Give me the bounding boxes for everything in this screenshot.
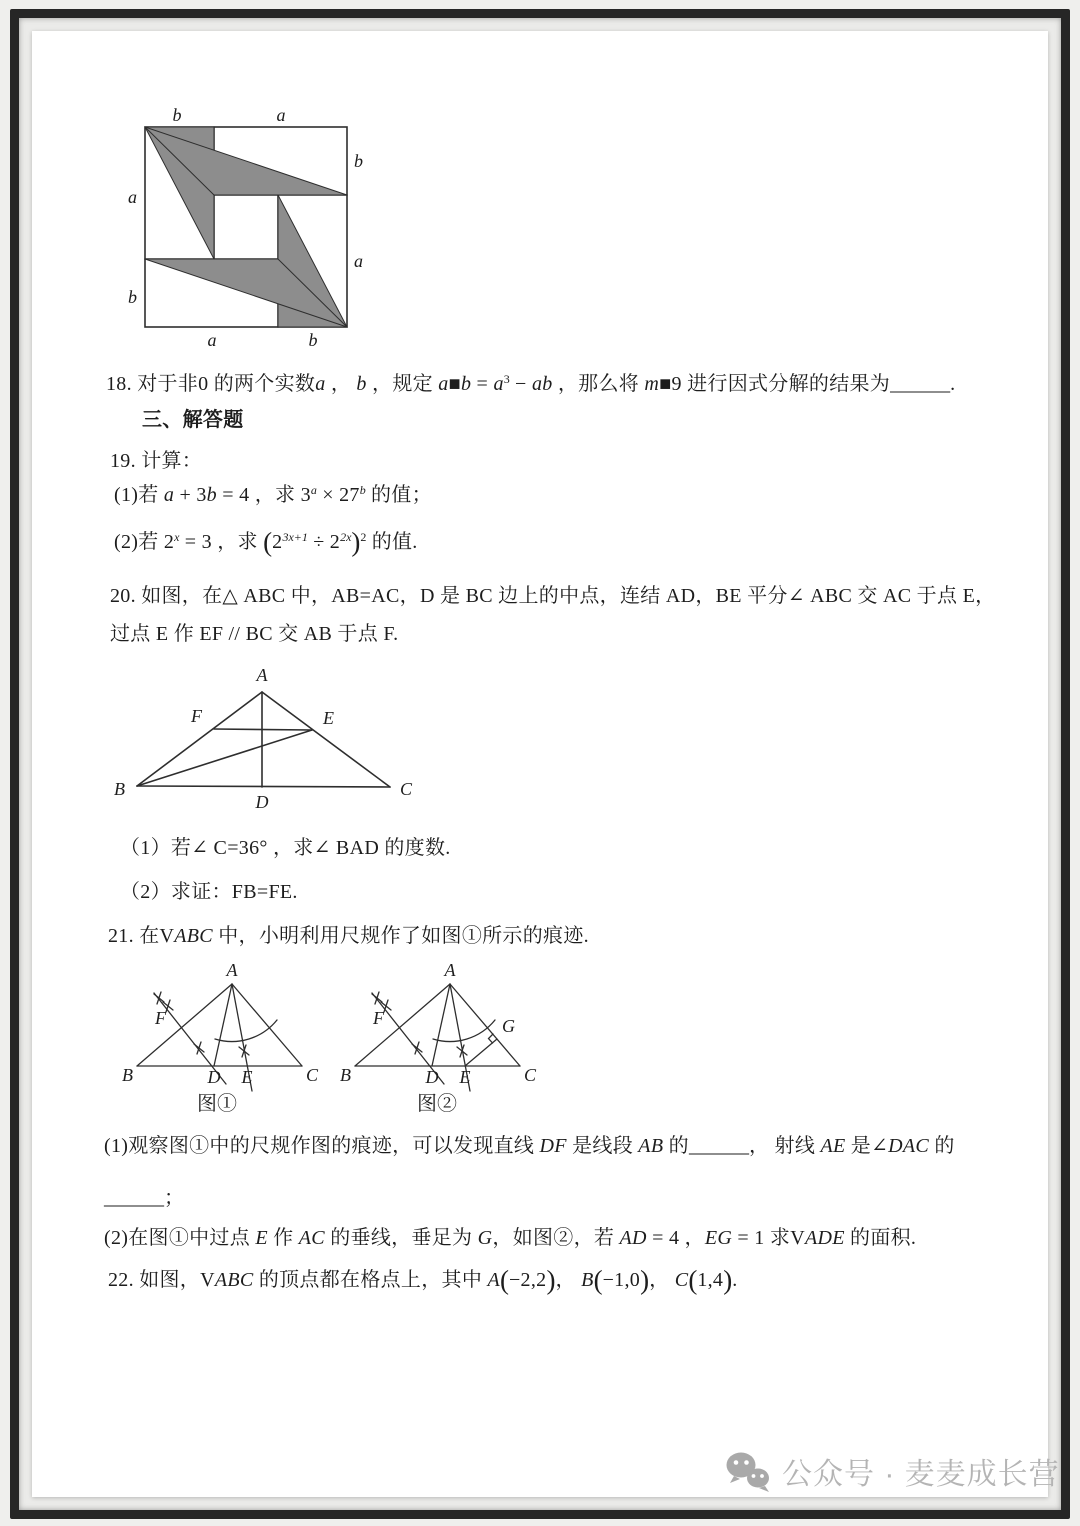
fig2-label-A: A	[444, 960, 456, 980]
pinwheel-shaded-triangles	[145, 127, 347, 327]
label-right-a: a	[354, 251, 363, 271]
vertex-label-B: B	[114, 779, 125, 799]
vertex-label-A: A	[256, 665, 268, 685]
fig1-caption: 图①	[197, 1093, 237, 1115]
pinwheel-square-figure	[117, 105, 377, 351]
q20-text-line1: 20. 如图，在△ ABC 中，AB=AC，D 是 BC 边上的中点，连结 AD，BE 平分∠ ABC 交 AC 于点 E，	[110, 585, 996, 607]
fig1-label-D: D	[207, 1067, 221, 1087]
vertex-label-C: C	[400, 779, 413, 799]
fig1-label-F: F	[155, 1008, 166, 1028]
wechat-icon	[724, 1449, 772, 1493]
q20-text-line2: 过点 E 作 EF // BC 交 AB 于点 F.	[110, 623, 399, 645]
vertex-label-D: D	[255, 792, 269, 812]
fig2-label-B: B	[340, 1065, 351, 1085]
vertex-label-E: E	[323, 708, 334, 728]
section-heading: 三、解答题	[142, 409, 244, 431]
label-bottom-a: a	[207, 330, 217, 350]
fig1-label-A: A	[226, 960, 238, 980]
construction-figure-2	[332, 960, 547, 1115]
label-left-b: b	[128, 287, 137, 307]
label-right-b: b	[354, 151, 363, 171]
q19-label: 19. 计算：	[110, 450, 203, 472]
q20-part2: （2）求证：FB=FE.	[120, 881, 298, 903]
construction-figure-1	[114, 960, 329, 1115]
q19-part2: (2)若 $2^x = 3$ ，求 $(2^{3x+1} \div 2^{2x})^2$ 的值.	[114, 527, 418, 557]
fig2-caption: 图②	[417, 1093, 457, 1115]
fig1-label-C: C	[306, 1065, 319, 1085]
fig1-label-B: B	[122, 1065, 133, 1085]
fig2-label-F: F	[373, 1008, 384, 1028]
label-left-a: a	[128, 187, 137, 207]
label-top-a: a	[276, 105, 286, 125]
vertex-label-F: F	[191, 706, 202, 726]
exam-page	[32, 31, 1060, 1497]
q21-part2: (2)在图①中过点 E 作 AC 的垂线，垂足为 G，如图②，若 AD = 4 ，EG = 1 求VADE 的面积.	[104, 1227, 917, 1249]
q20-part1: （1）若∠ C=36° ，求∠ BAD 的度数.	[120, 837, 451, 859]
q21-part1-line2: ______；	[104, 1187, 185, 1209]
watermark	[724, 1449, 1060, 1493]
label-top-b: b	[172, 105, 182, 125]
q21-part1-line1: (1)观察图①中的尺规作图的痕迹，可以发现直线 DF 是线段 AB 的______， 射线 AE 是∠DAC 的	[104, 1135, 955, 1157]
q19-part1: (1)若 a + 3b = 4 ，求 $3^a \times 27^b$ 的值；	[114, 483, 432, 506]
fig2-label-C: C	[524, 1065, 537, 1085]
fig2-label-E: E	[459, 1067, 471, 1087]
q22-text: 22. 如图，VABC 的顶点都在格点上，其中 A(−2,2)， B(−1,0)， C(1,4).	[108, 1265, 738, 1295]
q20-triangle-lines	[137, 692, 390, 787]
fig2-label-D: D	[425, 1067, 439, 1087]
fig1-label-E: E	[241, 1067, 253, 1087]
q21-text: 21. 在VABC 中，小明利用尺规作了如图①所示的痕迹.	[108, 925, 589, 947]
q18-text: 18. 对于非0 的两个实数a ， b ，规定 a■b = $a^3$ − ab ，那么将 m■9 进行因式分解的结果为______.	[106, 372, 956, 395]
label-bottom-b: b	[308, 330, 318, 350]
picture-frame	[10, 9, 1070, 1519]
watermark-text: 公众号 · 麦麦成长营	[782, 1458, 1060, 1491]
fig2-label-G: G	[502, 1016, 515, 1036]
q20-triangle-figure	[102, 667, 442, 817]
